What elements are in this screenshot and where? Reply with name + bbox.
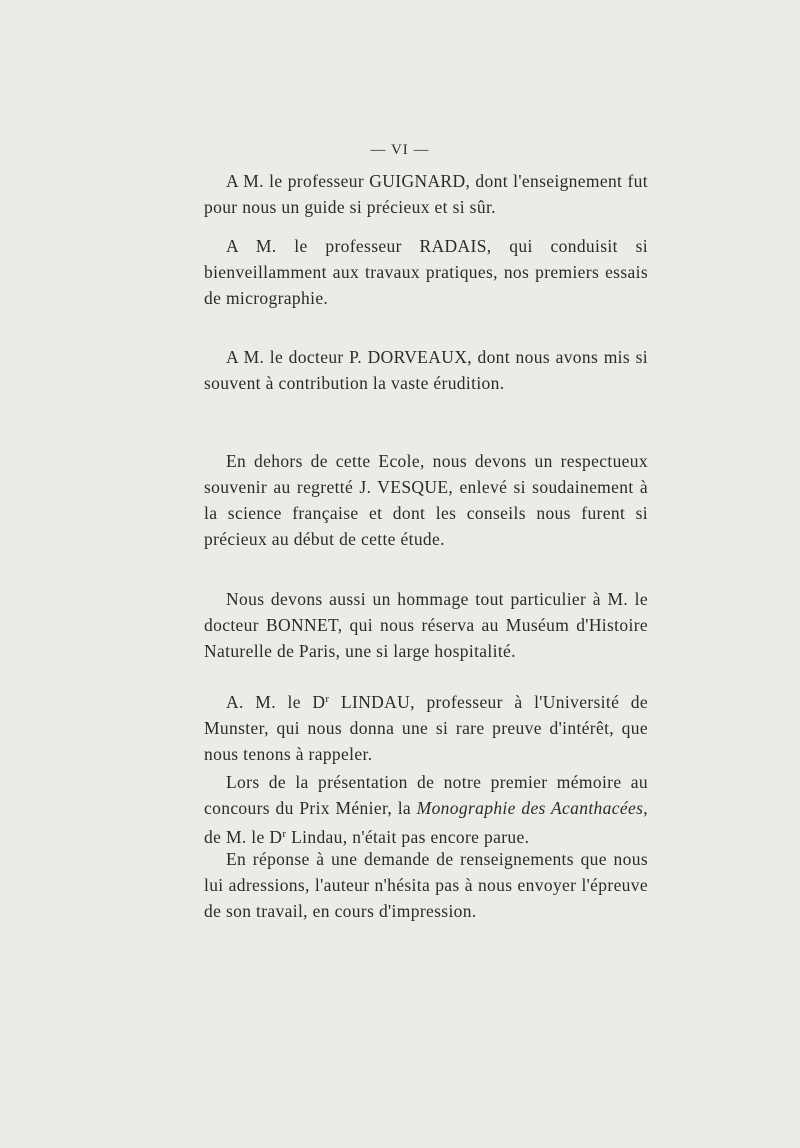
presentation-text-2: , de M. le D [204,798,648,847]
presentation-text-3: Lindau, n'était pas encore parue. [286,827,530,847]
paragraph-guignard: A M. le professeur GUIGNARD, dont l'enseignement fut pour nous un guide si précieux et si sûr. [204,171,648,217]
presentation-book-title: Monographie des Acanthacées [416,798,644,818]
presentation-superscript: r [282,828,287,840]
presentation-text-1: Lors de la présentation de notre premier mémoire au concours du Prix Ménier, la [204,772,648,818]
lindau-text-1: A. M. le D [226,692,326,712]
paragraph-presentation [204,769,648,850]
paragraph-bonnet: Nous devons aussi un hommage tout particulier à M. le docteur BONNET, qui nous réserva au Muséum d'Histoire Naturelle de Paris, une si large hospitalité. [204,589,648,661]
paragraph-reponse: En réponse à une demande de renseignements que nous lui adressions, l'auteur n'hésita pas à nous envoyer l'épreuve de son travail, en cours d'impression. [204,849,648,921]
page-number: — VI — [370,142,430,158]
paragraph-dorveaux: A M. le docteur P. DORVEAUX, dont nous avons mis si souvent à contribution la vaste érudition. [204,347,648,393]
paragraph-vesque: En dehors de cette Ecole, nous devons un respectueux souvenir au regretté J. VESQUE, enlevé si soudainement à la science française et dont les conseils nous furent si précieux au début de cette étude. [204,451,648,549]
paragraph-radais: A M. le professeur RADAIS, qui conduisit si bienveillamment aux travaux pratiques, nos premiers essais de micrographie. [204,236,648,308]
lindau-text-2: LINDAU, professeur à l'Université de Munster, qui nous donna une si rare preuve d'intérêt, que nous tenons à rappeler. [204,692,648,764]
paragraph-lindau [204,686,648,767]
lindau-superscript: r [325,693,330,705]
